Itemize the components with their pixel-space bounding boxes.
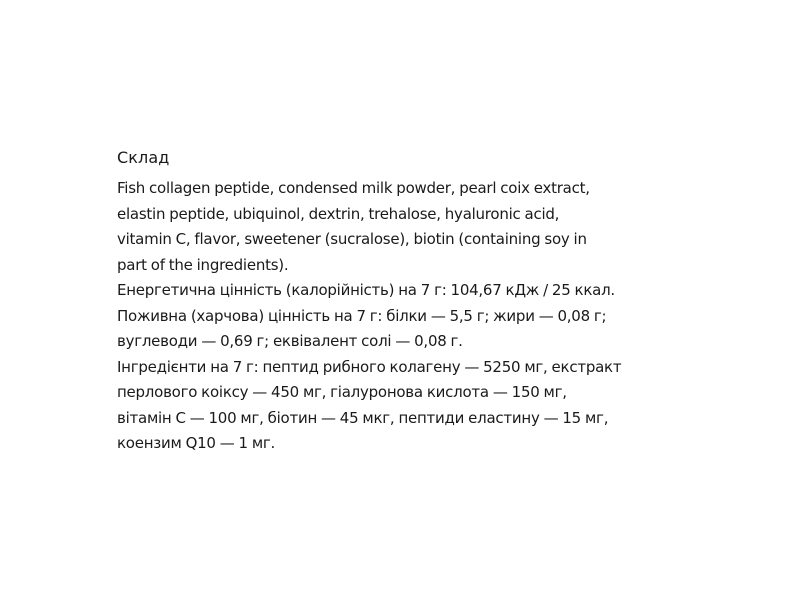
nutrition-line: вуглеводи — 0,69 г; еквівалент солі — 0,08 г. xyxy=(117,332,463,350)
composition-line: part of the ingredients). xyxy=(117,255,289,274)
nutrition-line: коензим Q10 — 1 мг. xyxy=(117,434,276,452)
nutrition-line: перлового коіксу — 450 мг, гіалуронова кислота — 150 мг, xyxy=(117,383,567,401)
nutrition-line: Енергетична цінність (калорійність) на 7 г: 104,67 кДж / 25 ккал. xyxy=(117,281,615,299)
nutrition-line: Поживна (харчова) цінність на 7 г: білки — 5,5 г; жири — 0,08 г; xyxy=(117,306,607,325)
composition-text xyxy=(117,176,717,278)
composition-line: vitamin C, flavor, sweetener (sucralose), biotin (containing soy in xyxy=(117,230,587,248)
nutrition-text xyxy=(117,278,717,457)
composition-line: elastin peptide, ubiquinol, dextrin, trehalose, hyaluronic acid, xyxy=(117,204,560,223)
composition-line: Fish collagen peptide, condensed milk powder, pearl coix extract, xyxy=(117,179,590,197)
nutrition-line: вітамін С — 100 мг, біотин — 45 мкг, пептиди еластину — 15 мг, xyxy=(117,408,609,427)
section-heading: Склад xyxy=(117,148,170,167)
composition-section xyxy=(117,146,717,457)
nutrition-line: Інгредієнти на 7 г: пептид рибного колагену — 5250 мг, екстракт xyxy=(117,357,622,376)
